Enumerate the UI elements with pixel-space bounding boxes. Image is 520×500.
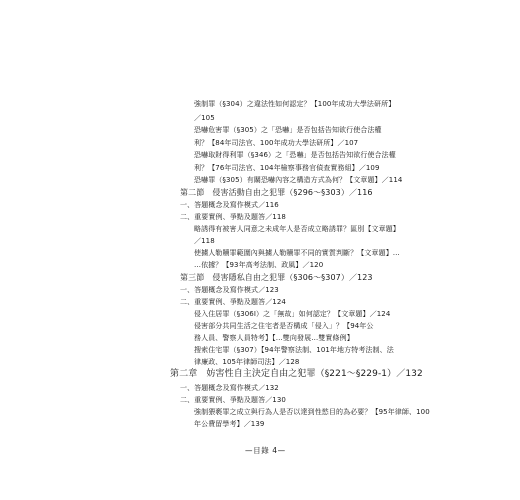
toc-item: 使擄人勒贖罪範圍內與擄人勒贖罪不同的實質判斷？【文章題】… [194,249,400,257]
toc-item: 恐嚇取財得利罪（§346）之「恐嚇」是否包括告知欲行使合法權 [194,151,396,159]
toc-item: 律廉政、105年律師司法】／128 [194,358,300,366]
toc-item: 恐嚇危害罪（§305）之「恐嚇」是否包括告知欲行使合法權 [194,126,382,134]
toc-item: 年公費留學考】／139 [194,420,265,428]
toc-subheading: 二、重要實例、爭點及題答／124 [180,298,286,306]
toc-subheading: 一、答題概念及寫作模式／132 [180,384,279,392]
toc-chapter-heading: 第二章 妨害性自主決定自由之犯罪（§221～§229-1）／132 [170,369,423,379]
toc-subheading: 二、重要實例、爭點及題答／118 [180,213,286,221]
page-number: —目錄 4— [245,446,286,455]
toc-item: …依據？【93年高考法制、政風】／120 [194,261,324,269]
toc-section-heading: 第三節 侵害隱私自由之犯罪（§306～§307）／123 [180,273,373,282]
toc-item: 務人員、警察人員特考】【…雙向發展…雙實條例】 [194,334,354,342]
toc-item: 強制猥褻罪之成立與行為人是否以達到性慾目的為必要？【95年律師、100 [194,408,430,416]
toc-item: 利？【84年司法官、100年成功大學法研所】／107 [194,139,359,147]
toc-item: 侵入住居罪（§306Ⅰ）之「無故」如何認定？【文章題】／124 [194,310,391,318]
toc-item: 略誘得有被害人同意之未成年人是否成立略誘罪？區別【文章題】 [194,225,400,233]
toc-item: 強制罪（§304）之違法性如何認定？【100年成功大學法研所】 [194,100,396,108]
toc-subheading: 一、答題概念及寫作模式／123 [180,286,279,294]
toc-subheading: 一、答題概念及寫作模式／116 [180,201,279,209]
toc-item: 恐嚇罪（§305）有關恐嚇內容之構造方式為何？【文章題】／114 [194,176,403,184]
toc-page-ref: ／105 [194,114,215,122]
toc-section-heading: 第二節 侵害活動自由之犯罪（§296～§303）／116 [180,188,373,197]
toc-item: 侵害部分共同生活之住宅者是否構成「侵入」？【94年公 [194,322,374,330]
toc-item: 搜索住宅罪（§307）【94年警察法制、101年地方特考法制、法 [194,346,394,354]
toc-page-ref: ／118 [194,237,215,245]
toc-subheading: 二、重要實例、爭點及題答／130 [180,396,286,404]
toc-item: 利？【76年司法官、104年檢察事務官偵查實務組】／109 [194,164,380,172]
